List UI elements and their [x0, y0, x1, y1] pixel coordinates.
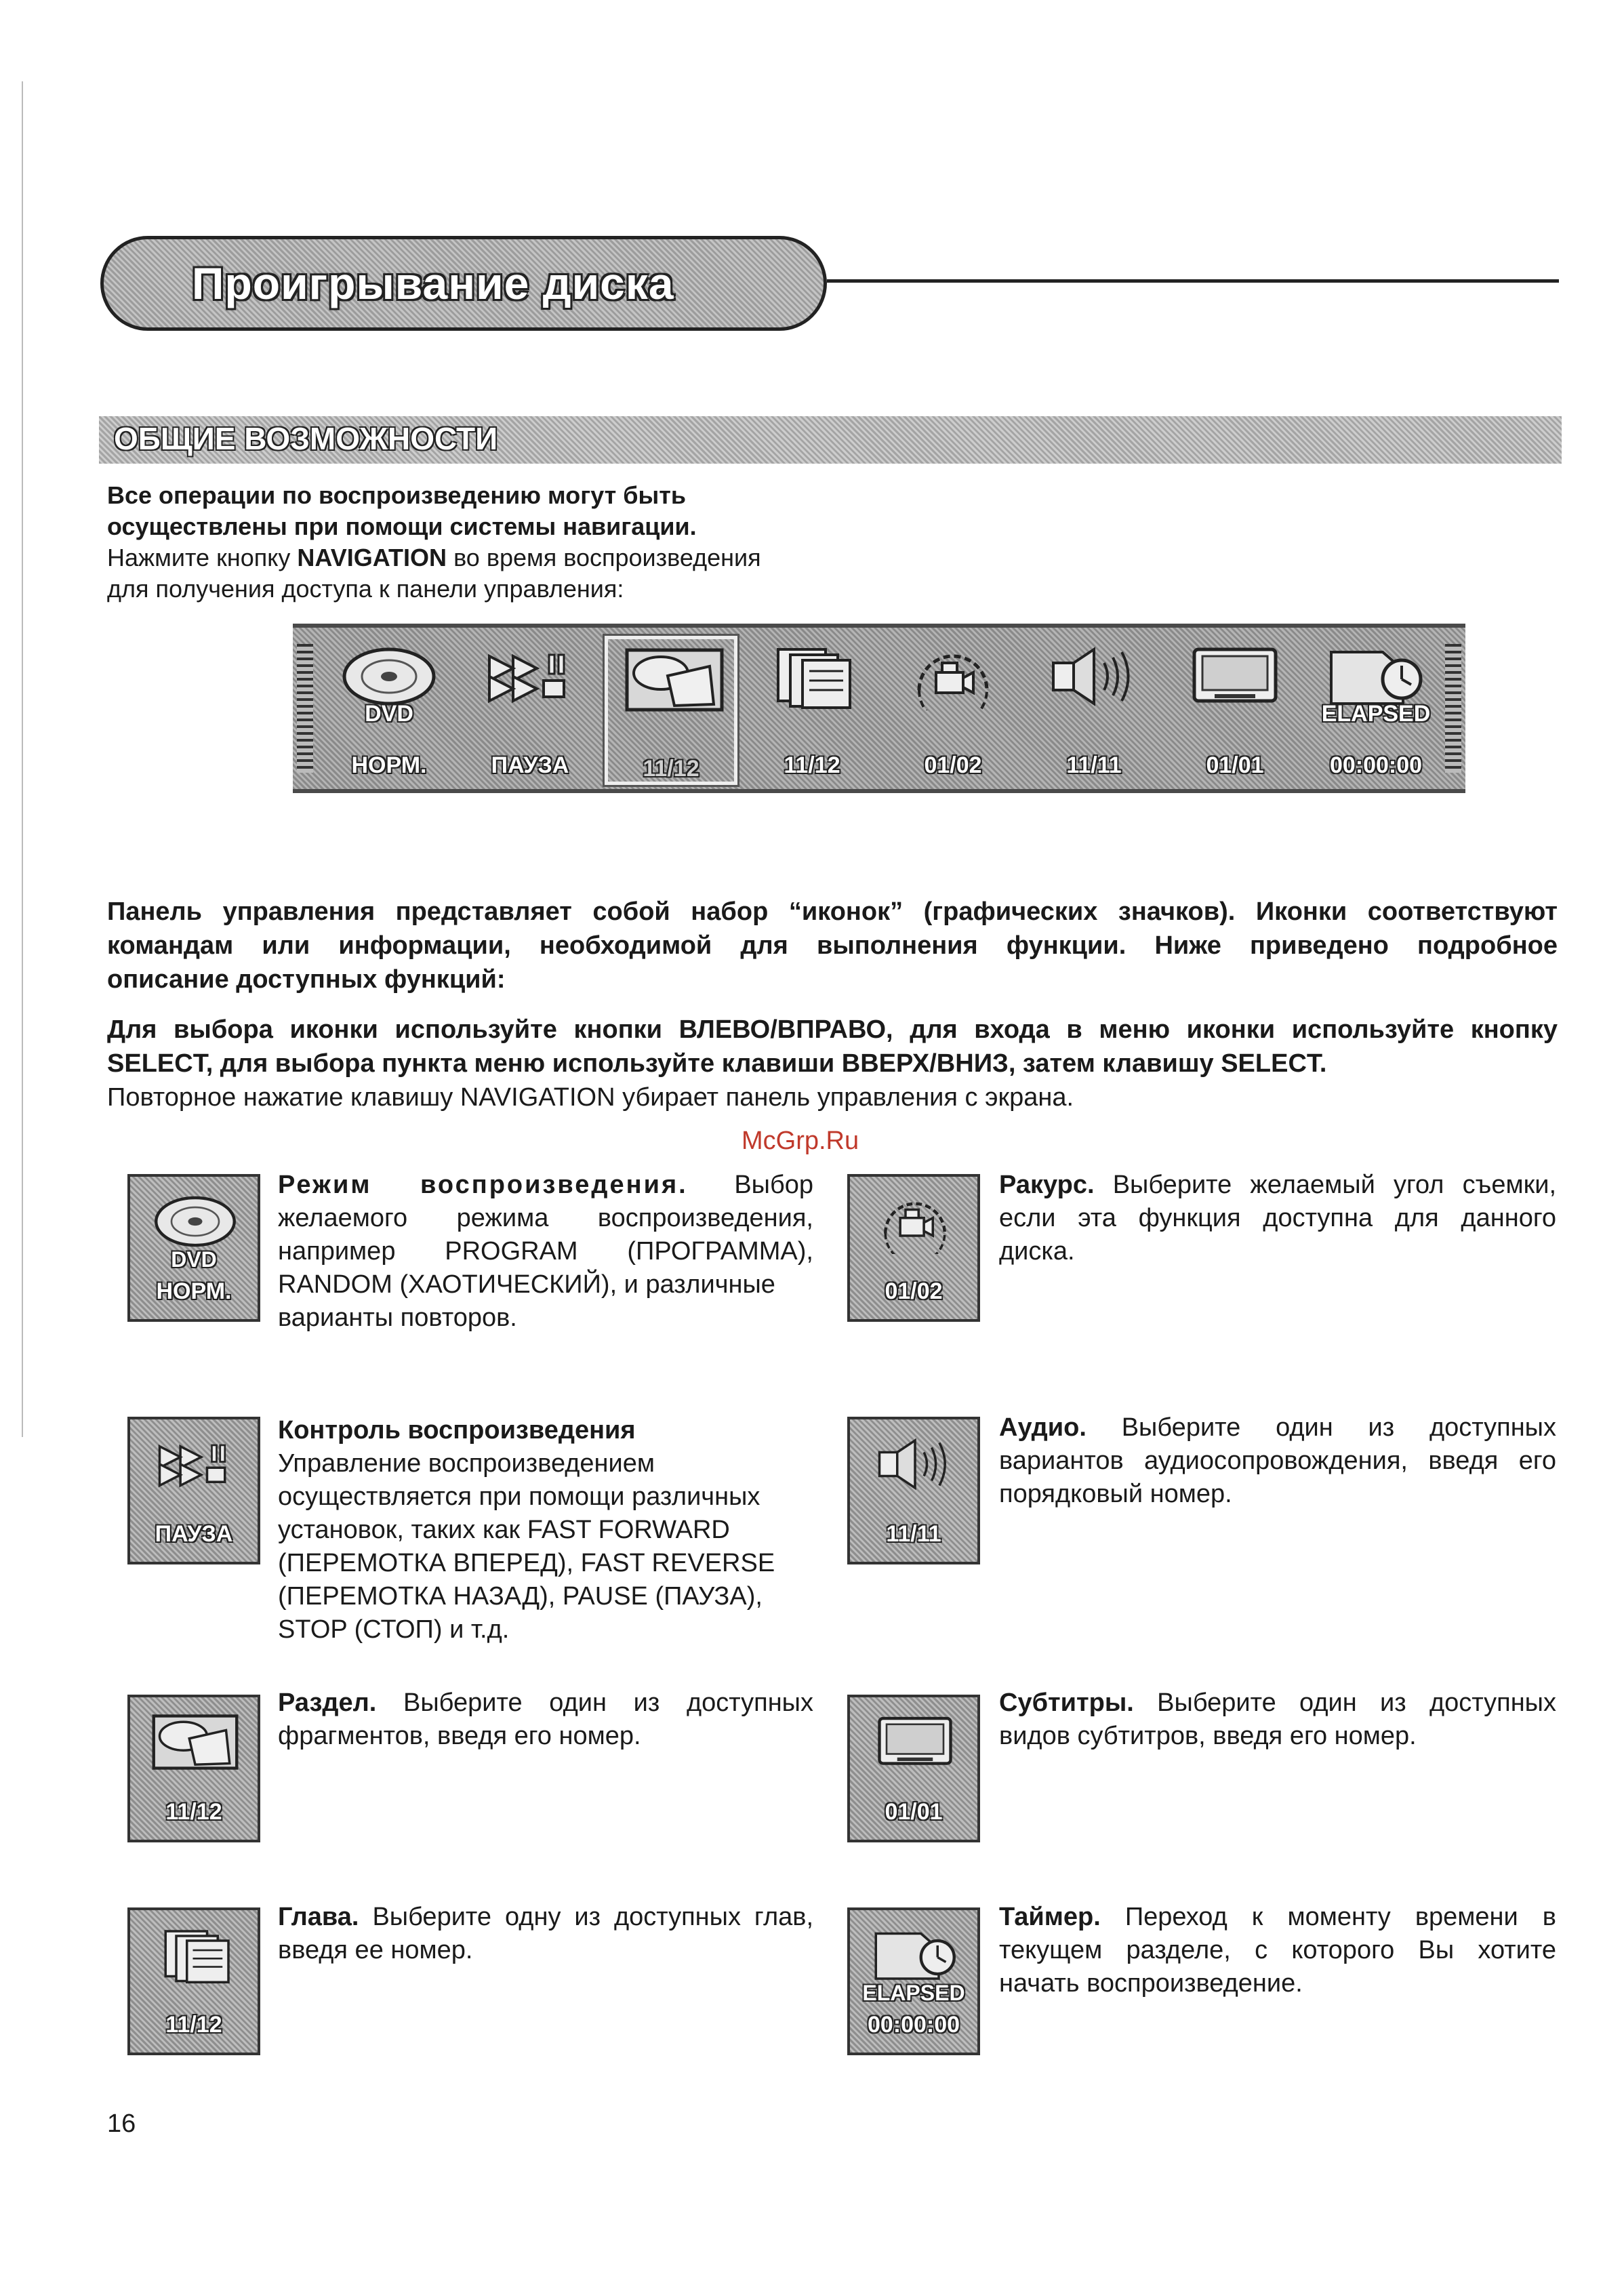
audio-heading: Аудио.: [999, 1413, 1087, 1442]
icon-value: 11/12: [165, 1799, 222, 1825]
nav-item-sub: ELAPSED: [1321, 701, 1431, 727]
icon-value: НОРМ.: [156, 1278, 232, 1304]
nav-audio-item[interactable]: [1028, 636, 1160, 785]
panel-edge-stripes: [1445, 644, 1461, 773]
desc-text: фрагментов, введя его номер.: [278, 1722, 641, 1750]
intro-line-2: осуществлены при помощи системы навигации.: [107, 512, 697, 540]
description-block: [107, 895, 1558, 996]
timer-icon-box: [847, 1907, 980, 2055]
desc-text: видов субтитров, введя его номер.: [999, 1722, 1417, 1750]
description-line: командам или информации, необходимой для выполнения функции. Ниже приведено подробное: [107, 931, 1558, 960]
navigation-key-label: NAVIGATION: [297, 544, 447, 571]
subtitle-tv-icon: [1181, 643, 1289, 710]
icon-value: 11/12: [165, 2012, 222, 2038]
icon-value: 01/01: [885, 1799, 943, 1825]
watermark: McGrp.Ru: [742, 1127, 859, 1155]
mode-heading: Режим воспроизведения.: [278, 1171, 688, 1199]
icon-value: 01/02: [885, 1278, 943, 1304]
instruction-block: [107, 1013, 1558, 1114]
chapter-pages-icon: [148, 1922, 243, 1987]
timer-clock-icon: [1322, 643, 1430, 710]
nav-playback-control-item[interactable]: [464, 636, 596, 785]
margin-line: [22, 81, 23, 1437]
desc-text: введя ее номер.: [278, 1936, 473, 1964]
mode-icon-box: [127, 1174, 260, 1322]
nav-subtitle-item[interactable]: [1169, 636, 1301, 785]
icon-value: 11/11: [886, 1521, 941, 1547]
title-rule: [827, 279, 1559, 283]
desc-text: Выберите одну из доступных глав,: [372, 1903, 814, 1931]
nav-item-value: 01/02: [924, 752, 982, 778]
nav-item-value: 11/11: [1066, 752, 1122, 778]
instruction-line: Повторное нажатие клавишу NAVIGATION убирает панель управления с экрана.: [107, 1083, 1074, 1112]
audio-icon-box: [847, 1417, 980, 1564]
title-icon-box: [127, 1695, 260, 1842]
title-folder-icon: [620, 646, 729, 714]
chapter-pages-icon: [758, 643, 866, 710]
desc-text: Выберите желаемый угол съемки,: [1112, 1171, 1556, 1199]
nav-playback-mode-item[interactable]: [323, 636, 455, 785]
page-number: 16: [107, 2109, 136, 2138]
page-title: Проигрывание диска: [192, 258, 674, 308]
intro-line-3: [107, 542, 761, 573]
nav-angle-item[interactable]: [887, 636, 1019, 785]
description-line: Панель управления представляет собой набор “иконок” (графических значков). Иконки соответствуют: [107, 897, 1558, 926]
desc-text: Выберите один из доступных: [1121, 1413, 1556, 1442]
timer-clock-icon: [868, 1922, 962, 1987]
icon-value: ПАУЗА: [155, 1521, 233, 1547]
nav-timer-item[interactable]: [1310, 636, 1442, 785]
desc-text: Выберите один из доступных: [1157, 1689, 1556, 1717]
desc-text: осуществляется при помощи различных: [278, 1482, 760, 1511]
desc-text: RANDOM (ХАОТИЧЕСКИЙ), и различные: [278, 1270, 775, 1299]
subtitles-description: [999, 1686, 1556, 1753]
section-title: ОБЩИЕ ВОЗМОЖНОСТИ: [114, 421, 498, 456]
nav-chapter-item[interactable]: [746, 636, 878, 785]
nav-item-value: ПАУЗА: [491, 752, 569, 778]
mode-description: [278, 1169, 813, 1335]
intro-line-3-post: во время воспроизведения: [453, 544, 761, 571]
nav-item-value: 11/12: [643, 756, 699, 782]
desc-text: Выбор: [734, 1171, 814, 1199]
nav-item-sub: DVD: [365, 701, 413, 727]
timer-heading: Таймер.: [999, 1903, 1101, 1931]
disc-icon: [335, 643, 443, 710]
angle-icon-box: [847, 1174, 980, 1322]
disc-icon: [148, 1189, 243, 1254]
speaker-icon: [868, 1432, 962, 1497]
chapter-icon-box: [127, 1907, 260, 2055]
title-heading: Раздел.: [278, 1689, 377, 1717]
chapter-heading: Глава.: [278, 1903, 359, 1931]
instruction-line: SELECT, для выбора пункта меню используйте клавиши ВВЕРХ/ВНИЗ, затем клавишу SELECT.: [107, 1049, 1327, 1078]
control-description: [278, 1414, 813, 1646]
desc-text: желаемого режима воспроизведения,: [278, 1204, 813, 1232]
subtitles-heading: Субтитры.: [999, 1689, 1134, 1717]
desc-text: начать воспроизведение.: [999, 1969, 1303, 1998]
nav-title-item[interactable]: [605, 636, 737, 785]
desc-text: вариантов аудиосопровождения, введя его: [999, 1447, 1556, 1475]
angle-heading: Ракурс.: [999, 1171, 1095, 1199]
nav-item-value: 01/01: [1206, 752, 1264, 778]
chapter-description: [278, 1901, 813, 1967]
title-description: [278, 1686, 813, 1753]
intro-line-3-pre: Нажмите кнопку: [107, 544, 291, 571]
page-title-banner: [100, 236, 827, 331]
desc-text: STOP (СТОП) и т.д.: [278, 1615, 510, 1644]
section-header: [99, 416, 1562, 464]
desc-text: порядковый номер.: [999, 1480, 1232, 1508]
description-line: описание доступных функций:: [107, 965, 506, 994]
nav-item-value: 11/12: [784, 752, 840, 778]
desc-text: Переход к моменту времени в: [1124, 1903, 1556, 1931]
desc-text: установок, таких как FAST FORWARD: [278, 1516, 730, 1544]
camera-angle-icon: [899, 643, 1007, 710]
timer-description: [999, 1901, 1556, 2000]
subtitle-tv-icon: [868, 1710, 962, 1775]
speaker-icon: [1040, 643, 1148, 710]
subtitles-icon-box: [847, 1695, 980, 1842]
desc-text: Управление воспроизведением: [278, 1449, 655, 1478]
intro-line-4: для получения доступа к панели управления:: [107, 575, 624, 603]
desc-text: Выберите один из доступных: [403, 1689, 813, 1717]
playback-control-icon: [476, 643, 584, 710]
audio-description: [999, 1411, 1556, 1511]
title-folder-icon: [148, 1710, 243, 1775]
icon-value: 00:00:00: [867, 2012, 960, 2038]
desc-text: если эта функция доступна для данного: [999, 1204, 1556, 1232]
nav-item-value: НОРМ.: [351, 752, 427, 778]
playback-control-icon: [148, 1432, 243, 1497]
desc-text: диска.: [999, 1237, 1075, 1266]
panel-edge-stripes: [297, 644, 313, 773]
angle-description: [999, 1169, 1556, 1268]
desc-text: варианты повторов.: [278, 1304, 517, 1332]
desc-text: (ПЕРЕМОТКА ВПЕРЕД), FAST REVERSE: [278, 1549, 775, 1577]
desc-text: (ПЕРЕМОТКА НАЗАД), PAUSE (ПАУЗА),: [278, 1582, 763, 1611]
instruction-line: Для выбора иконки используйте кнопки ВЛЕВО/ВПРАВО, для входа в меню иконки используйте кнопку: [107, 1015, 1558, 1044]
navigation-panel: [293, 624, 1465, 793]
desc-text: текущем разделе, с которого Вы хотите: [999, 1936, 1556, 1964]
control-icon-box: [127, 1417, 260, 1564]
desc-text: например PROGRAM (ПРОГРАММА),: [278, 1237, 813, 1266]
icon-sub: DVD: [171, 1247, 217, 1272]
intro-line-1: Все операции по воспроизведению могут быть: [107, 481, 687, 509]
icon-sub: ELAPSED: [862, 1981, 965, 2005]
control-heading: Контроль воспроизведения: [278, 1416, 636, 1444]
camera-angle-icon: [868, 1189, 962, 1254]
nav-item-value: 00:00:00: [1329, 752, 1423, 778]
